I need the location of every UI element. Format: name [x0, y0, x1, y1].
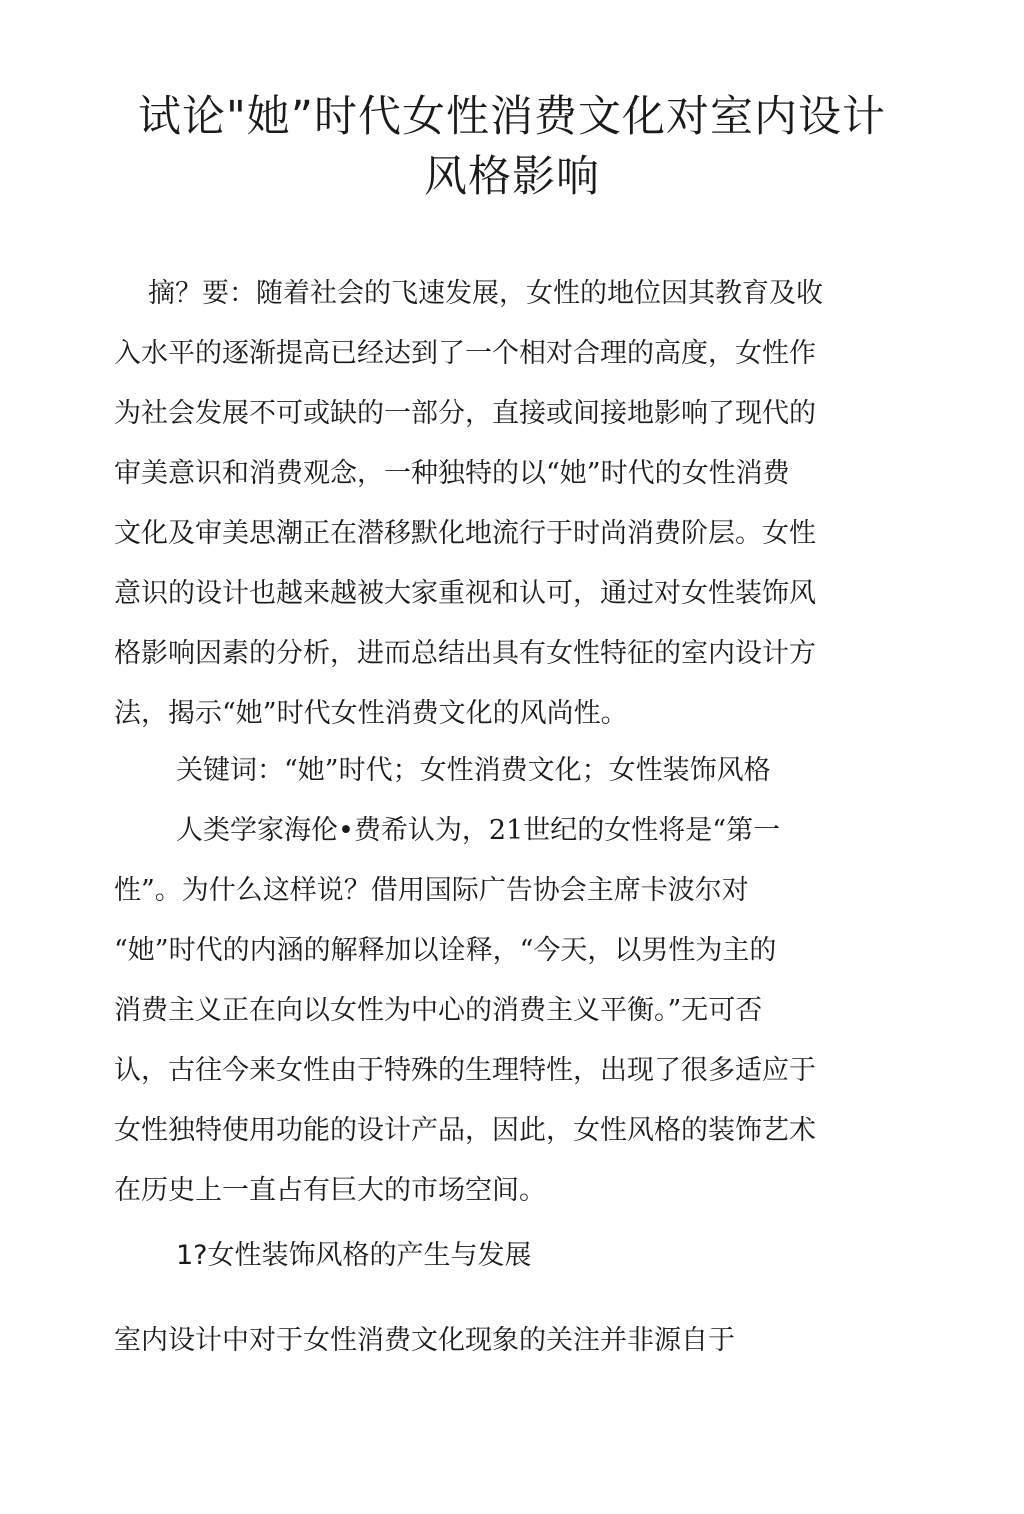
- abstract-line: 法，揭示“她”时代女性消费文化的风尚性。: [114, 698, 628, 729]
- abstract-line: 意识的设计也越来越被大家重视和认可，通过对女性装饰风: [114, 578, 816, 609]
- intro-line: 消费主义正在向以女性为中心的消费主义平衡。”无可否: [114, 995, 763, 1026]
- keywords-line: 关键词：“她”时代；女性消费文化；女性装饰风格: [176, 755, 771, 786]
- section-heading-text: 1?女性装饰风格的产生与发展: [176, 1240, 532, 1271]
- intro-line: 人类学家海伦•费希认为，21世纪的女性将是“第一: [176, 815, 781, 846]
- abstract-paragraph: [114, 264, 894, 744]
- section-line: 室内设计中对于女性消费文化现象的关注并非源自于: [114, 1325, 735, 1356]
- intro-line: 认，古往今来女性由于特殊的生理特性，出现了很多适应于: [114, 1055, 816, 1086]
- abstract-line: 摘？要：随着社会的飞速发展，女性的地位因其教育及收: [148, 278, 823, 309]
- intro-line: “她”时代的内涵的解释加以诠释，“今天，以男性为主的: [114, 935, 777, 966]
- intro-line: 女性独特使用功能的设计产品，因此，女性风格的装饰艺术: [114, 1115, 816, 1146]
- intro-line: 性”。为什么这样说？借用国际广告协会主席卡波尔对: [114, 875, 749, 906]
- abstract-line: 格影响因素的分析，进而总结出具有女性特征的室内设计方: [114, 638, 816, 669]
- abstract-line: 文化及审美思潮正在潜移默化地流行于时尚消费阶层。女性: [114, 518, 816, 549]
- section-paragraph: [114, 1311, 894, 1371]
- intro-line: 在历史上一直占有巨大的市场空间。: [114, 1175, 546, 1206]
- document-title-line-2: 风格影响: [424, 152, 600, 202]
- abstract-line: 审美意识和消费观念，一种独特的以“她”时代的女性消费: [114, 458, 790, 489]
- keywords-paragraph: [114, 741, 894, 801]
- document-title-line-1: 试论"她”时代女性消费文化对室内设计: [137, 92, 887, 142]
- intro-paragraph: [114, 801, 894, 1221]
- abstract-line: 入水平的逐渐提高已经达到了一个相对合理的高度，女性作: [114, 338, 816, 369]
- abstract-line: 为社会发展不可或缺的一部分，直接或间接地影响了现代的: [114, 398, 816, 429]
- section-heading: [114, 1226, 894, 1286]
